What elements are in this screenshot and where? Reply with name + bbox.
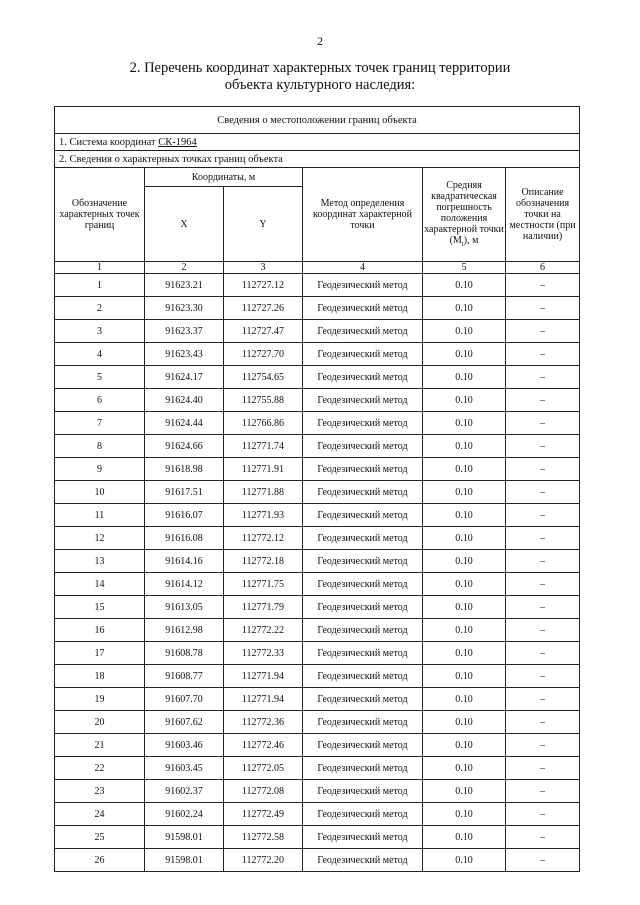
description: –	[506, 642, 580, 665]
accuracy-value: 0.10	[423, 527, 506, 550]
description: –	[506, 366, 580, 389]
point-number: 22	[55, 757, 145, 780]
accuracy-value: 0.10	[423, 711, 506, 734]
accuracy-value: 0.10	[423, 734, 506, 757]
method: Геодезический метод	[303, 320, 423, 343]
table-row	[55, 435, 580, 458]
method: Геодезический метод	[303, 412, 423, 435]
description: –	[506, 435, 580, 458]
coordinates-table	[54, 106, 580, 872]
accuracy-value: 0.10	[423, 596, 506, 619]
method: Геодезический метод	[303, 504, 423, 527]
table-row	[55, 481, 580, 504]
table-row	[55, 527, 580, 550]
coord-x: 91598.01	[145, 849, 224, 872]
coord-x: 91607.70	[145, 688, 224, 711]
column-numbers-row	[55, 262, 580, 274]
header-designation: Обозначение характерных точек границ	[55, 168, 145, 262]
accuracy-value: 0.10	[423, 826, 506, 849]
coord-x: 91608.77	[145, 665, 224, 688]
coord-y: 112772.36	[224, 711, 303, 734]
point-number: 10	[55, 481, 145, 504]
coord-y: 112727.26	[224, 297, 303, 320]
coord-y: 112772.49	[224, 803, 303, 826]
column-number: 1	[55, 262, 145, 274]
method: Геодезический метод	[303, 711, 423, 734]
point-number: 18	[55, 665, 145, 688]
table-row	[55, 343, 580, 366]
coord-x: 91608.78	[145, 642, 224, 665]
coord-y: 112771.74	[224, 435, 303, 458]
table-row	[55, 734, 580, 757]
method: Геодезический метод	[303, 366, 423, 389]
point-number: 11	[55, 504, 145, 527]
coord-x: 91598.01	[145, 826, 224, 849]
description: –	[506, 527, 580, 550]
method: Геодезический метод	[303, 642, 423, 665]
point-number: 6	[55, 389, 145, 412]
table-row	[55, 757, 580, 780]
coord-y: 112755.88	[224, 389, 303, 412]
description: –	[506, 711, 580, 734]
accuracy-value: 0.10	[423, 366, 506, 389]
column-number: 4	[303, 262, 423, 274]
method: Геодезический метод	[303, 435, 423, 458]
accuracy-value: 0.10	[423, 412, 506, 435]
accuracy-value: 0.10	[423, 320, 506, 343]
coord-y: 112772.46	[224, 734, 303, 757]
page-title	[0, 60, 640, 94]
point-number: 1	[55, 274, 145, 297]
coord-y: 112771.91	[224, 458, 303, 481]
point-number: 15	[55, 596, 145, 619]
accuracy-value: 0.10	[423, 343, 506, 366]
coord-y: 112772.18	[224, 550, 303, 573]
title-line-2: объекта культурного наследия:	[224, 77, 416, 93]
point-number: 5	[55, 366, 145, 389]
point-number: 24	[55, 803, 145, 826]
table-row	[55, 642, 580, 665]
method: Геодезический метод	[303, 343, 423, 366]
description: –	[506, 458, 580, 481]
coord-x: 91617.51	[145, 481, 224, 504]
coord-x: 91624.66	[145, 435, 224, 458]
coord-y: 112727.12	[224, 274, 303, 297]
point-number: 2	[55, 297, 145, 320]
accuracy-value: 0.10	[423, 297, 506, 320]
method: Геодезический метод	[303, 757, 423, 780]
method: Геодезический метод	[303, 665, 423, 688]
coord-x: 91607.62	[145, 711, 224, 734]
accuracy-value: 0.10	[423, 573, 506, 596]
table-row	[55, 688, 580, 711]
point-number: 23	[55, 780, 145, 803]
coord-y: 112771.79	[224, 596, 303, 619]
accuracy-value: 0.10	[423, 803, 506, 826]
header-description: Описание обозначения точки на местности (при наличии)	[506, 168, 580, 262]
point-number: 9	[55, 458, 145, 481]
point-number: 25	[55, 826, 145, 849]
table-row	[55, 596, 580, 619]
coord-x: 91616.08	[145, 527, 224, 550]
point-number: 7	[55, 412, 145, 435]
column-number: 3	[224, 262, 303, 274]
table-row	[55, 504, 580, 527]
points-section-label: 2. Сведения о характерных точках границ объекта	[55, 151, 580, 168]
method: Геодезический метод	[303, 688, 423, 711]
coord-x: 91602.37	[145, 780, 224, 803]
table-row	[55, 389, 580, 412]
coord-x: 91614.12	[145, 573, 224, 596]
table-row	[55, 849, 580, 872]
accuracy-value: 0.10	[423, 665, 506, 688]
description: –	[506, 619, 580, 642]
accuracy-value: 0.10	[423, 504, 506, 527]
accuracy-value: 0.10	[423, 389, 506, 412]
method: Геодезический метод	[303, 573, 423, 596]
point-number: 14	[55, 573, 145, 596]
method: Геодезический метод	[303, 596, 423, 619]
table-row	[55, 320, 580, 343]
table-row	[55, 366, 580, 389]
coord-y: 112772.12	[224, 527, 303, 550]
point-number: 26	[55, 849, 145, 872]
table-row	[55, 550, 580, 573]
point-number: 3	[55, 320, 145, 343]
coord-x: 91616.07	[145, 504, 224, 527]
accuracy-value: 0.10	[423, 274, 506, 297]
coord-y: 112772.22	[224, 619, 303, 642]
method: Геодезический метод	[303, 826, 423, 849]
description: –	[506, 803, 580, 826]
header-y: Y	[224, 187, 303, 262]
method: Геодезический метод	[303, 734, 423, 757]
description: –	[506, 343, 580, 366]
point-number: 8	[55, 435, 145, 458]
coord-y: 112771.94	[224, 665, 303, 688]
coord-x: 91603.46	[145, 734, 224, 757]
coord-x: 91618.98	[145, 458, 224, 481]
accuracy-value: 0.10	[423, 435, 506, 458]
coordinate-system-row	[55, 134, 580, 151]
accuracy-value: 0.10	[423, 458, 506, 481]
header-coordinates: Координаты, м	[145, 168, 303, 187]
description: –	[506, 389, 580, 412]
point-number: 13	[55, 550, 145, 573]
method: Геодезический метод	[303, 780, 423, 803]
coord-y: 112772.20	[224, 849, 303, 872]
point-number: 4	[55, 343, 145, 366]
coord-x: 91624.44	[145, 412, 224, 435]
coord-y: 112771.94	[224, 688, 303, 711]
table-row	[55, 297, 580, 320]
coord-x: 91613.05	[145, 596, 224, 619]
point-number: 19	[55, 688, 145, 711]
coord-y: 112766.86	[224, 412, 303, 435]
method: Геодезический метод	[303, 849, 423, 872]
coord-x: 91624.17	[145, 366, 224, 389]
method: Геодезический метод	[303, 389, 423, 412]
coord-x: 91623.37	[145, 320, 224, 343]
description: –	[506, 412, 580, 435]
table-row	[55, 665, 580, 688]
description: –	[506, 757, 580, 780]
description: –	[506, 665, 580, 688]
column-number: 6	[506, 262, 580, 274]
point-number: 20	[55, 711, 145, 734]
description: –	[506, 734, 580, 757]
accuracy-value: 0.10	[423, 780, 506, 803]
header-x: X	[145, 187, 224, 262]
description: –	[506, 849, 580, 872]
accuracy-value: 0.10	[423, 481, 506, 504]
coord-x: 91603.45	[145, 757, 224, 780]
point-number: 21	[55, 734, 145, 757]
table-title: Сведения о местоположении границ объекта	[55, 107, 580, 134]
coord-x: 91602.24	[145, 803, 224, 826]
table-row	[55, 573, 580, 596]
accuracy-value: 0.10	[423, 619, 506, 642]
description: –	[506, 573, 580, 596]
description: –	[506, 297, 580, 320]
header-method: Метод определения координат характерной точки	[303, 168, 423, 262]
header-accuracy: Средняя квадратическая погрешность положения характерной точки $(M_t)$, м	[423, 168, 506, 262]
table-row	[55, 826, 580, 849]
column-number: 5	[423, 262, 506, 274]
accuracy-value: 0.10	[423, 757, 506, 780]
method: Геодезический метод	[303, 458, 423, 481]
description: –	[506, 274, 580, 297]
table-row	[55, 780, 580, 803]
coord-y: 112771.75	[224, 573, 303, 596]
point-number: 16	[55, 619, 145, 642]
coord-y: 112754.65	[224, 366, 303, 389]
description: –	[506, 826, 580, 849]
coord-y: 112772.05	[224, 757, 303, 780]
coord-x: 91612.98	[145, 619, 224, 642]
point-number: 17	[55, 642, 145, 665]
method: Геодезический метод	[303, 619, 423, 642]
coord-x: 91624.40	[145, 389, 224, 412]
coord-y: 112727.70	[224, 343, 303, 366]
description: –	[506, 688, 580, 711]
coord-x: 91623.21	[145, 274, 224, 297]
method: Геодезический метод	[303, 481, 423, 504]
description: –	[506, 504, 580, 527]
table-row	[55, 803, 580, 826]
coordinate-system-label: 1. Система координат	[59, 136, 159, 148]
description: –	[506, 596, 580, 619]
coord-y: 112727.47	[224, 320, 303, 343]
table-row	[55, 412, 580, 435]
coord-y: 112771.93	[224, 504, 303, 527]
method: Геодезический метод	[303, 550, 423, 573]
accuracy-value: 0.10	[423, 688, 506, 711]
point-number: 12	[55, 527, 145, 550]
method: Геодезический метод	[303, 297, 423, 320]
column-number: 2	[145, 262, 224, 274]
accuracy-value: 0.10	[423, 849, 506, 872]
table-row	[55, 458, 580, 481]
table-row	[55, 619, 580, 642]
method: Геодезический метод	[303, 803, 423, 826]
title-line-1: 2. Перечень координат характерных точек границ территории	[129, 60, 511, 76]
page-number: 2	[317, 34, 323, 48]
coord-x: 91623.43	[145, 343, 224, 366]
coordinate-system-value: СК-1964	[158, 136, 197, 148]
method: Геодезический метод	[303, 274, 423, 297]
coord-y: 112772.33	[224, 642, 303, 665]
table-row	[55, 711, 580, 734]
description: –	[506, 320, 580, 343]
method: Геодезический метод	[303, 527, 423, 550]
description: –	[506, 550, 580, 573]
accuracy-value: 0.10	[423, 550, 506, 573]
table-row	[55, 274, 580, 297]
description: –	[506, 481, 580, 504]
coord-y: 112772.08	[224, 780, 303, 803]
coord-y: 112771.88	[224, 481, 303, 504]
coord-y: 112772.58	[224, 826, 303, 849]
accuracy-value: 0.10	[423, 642, 506, 665]
description: –	[506, 780, 580, 803]
coord-x: 91614.16	[145, 550, 224, 573]
coord-x: 91623.30	[145, 297, 224, 320]
